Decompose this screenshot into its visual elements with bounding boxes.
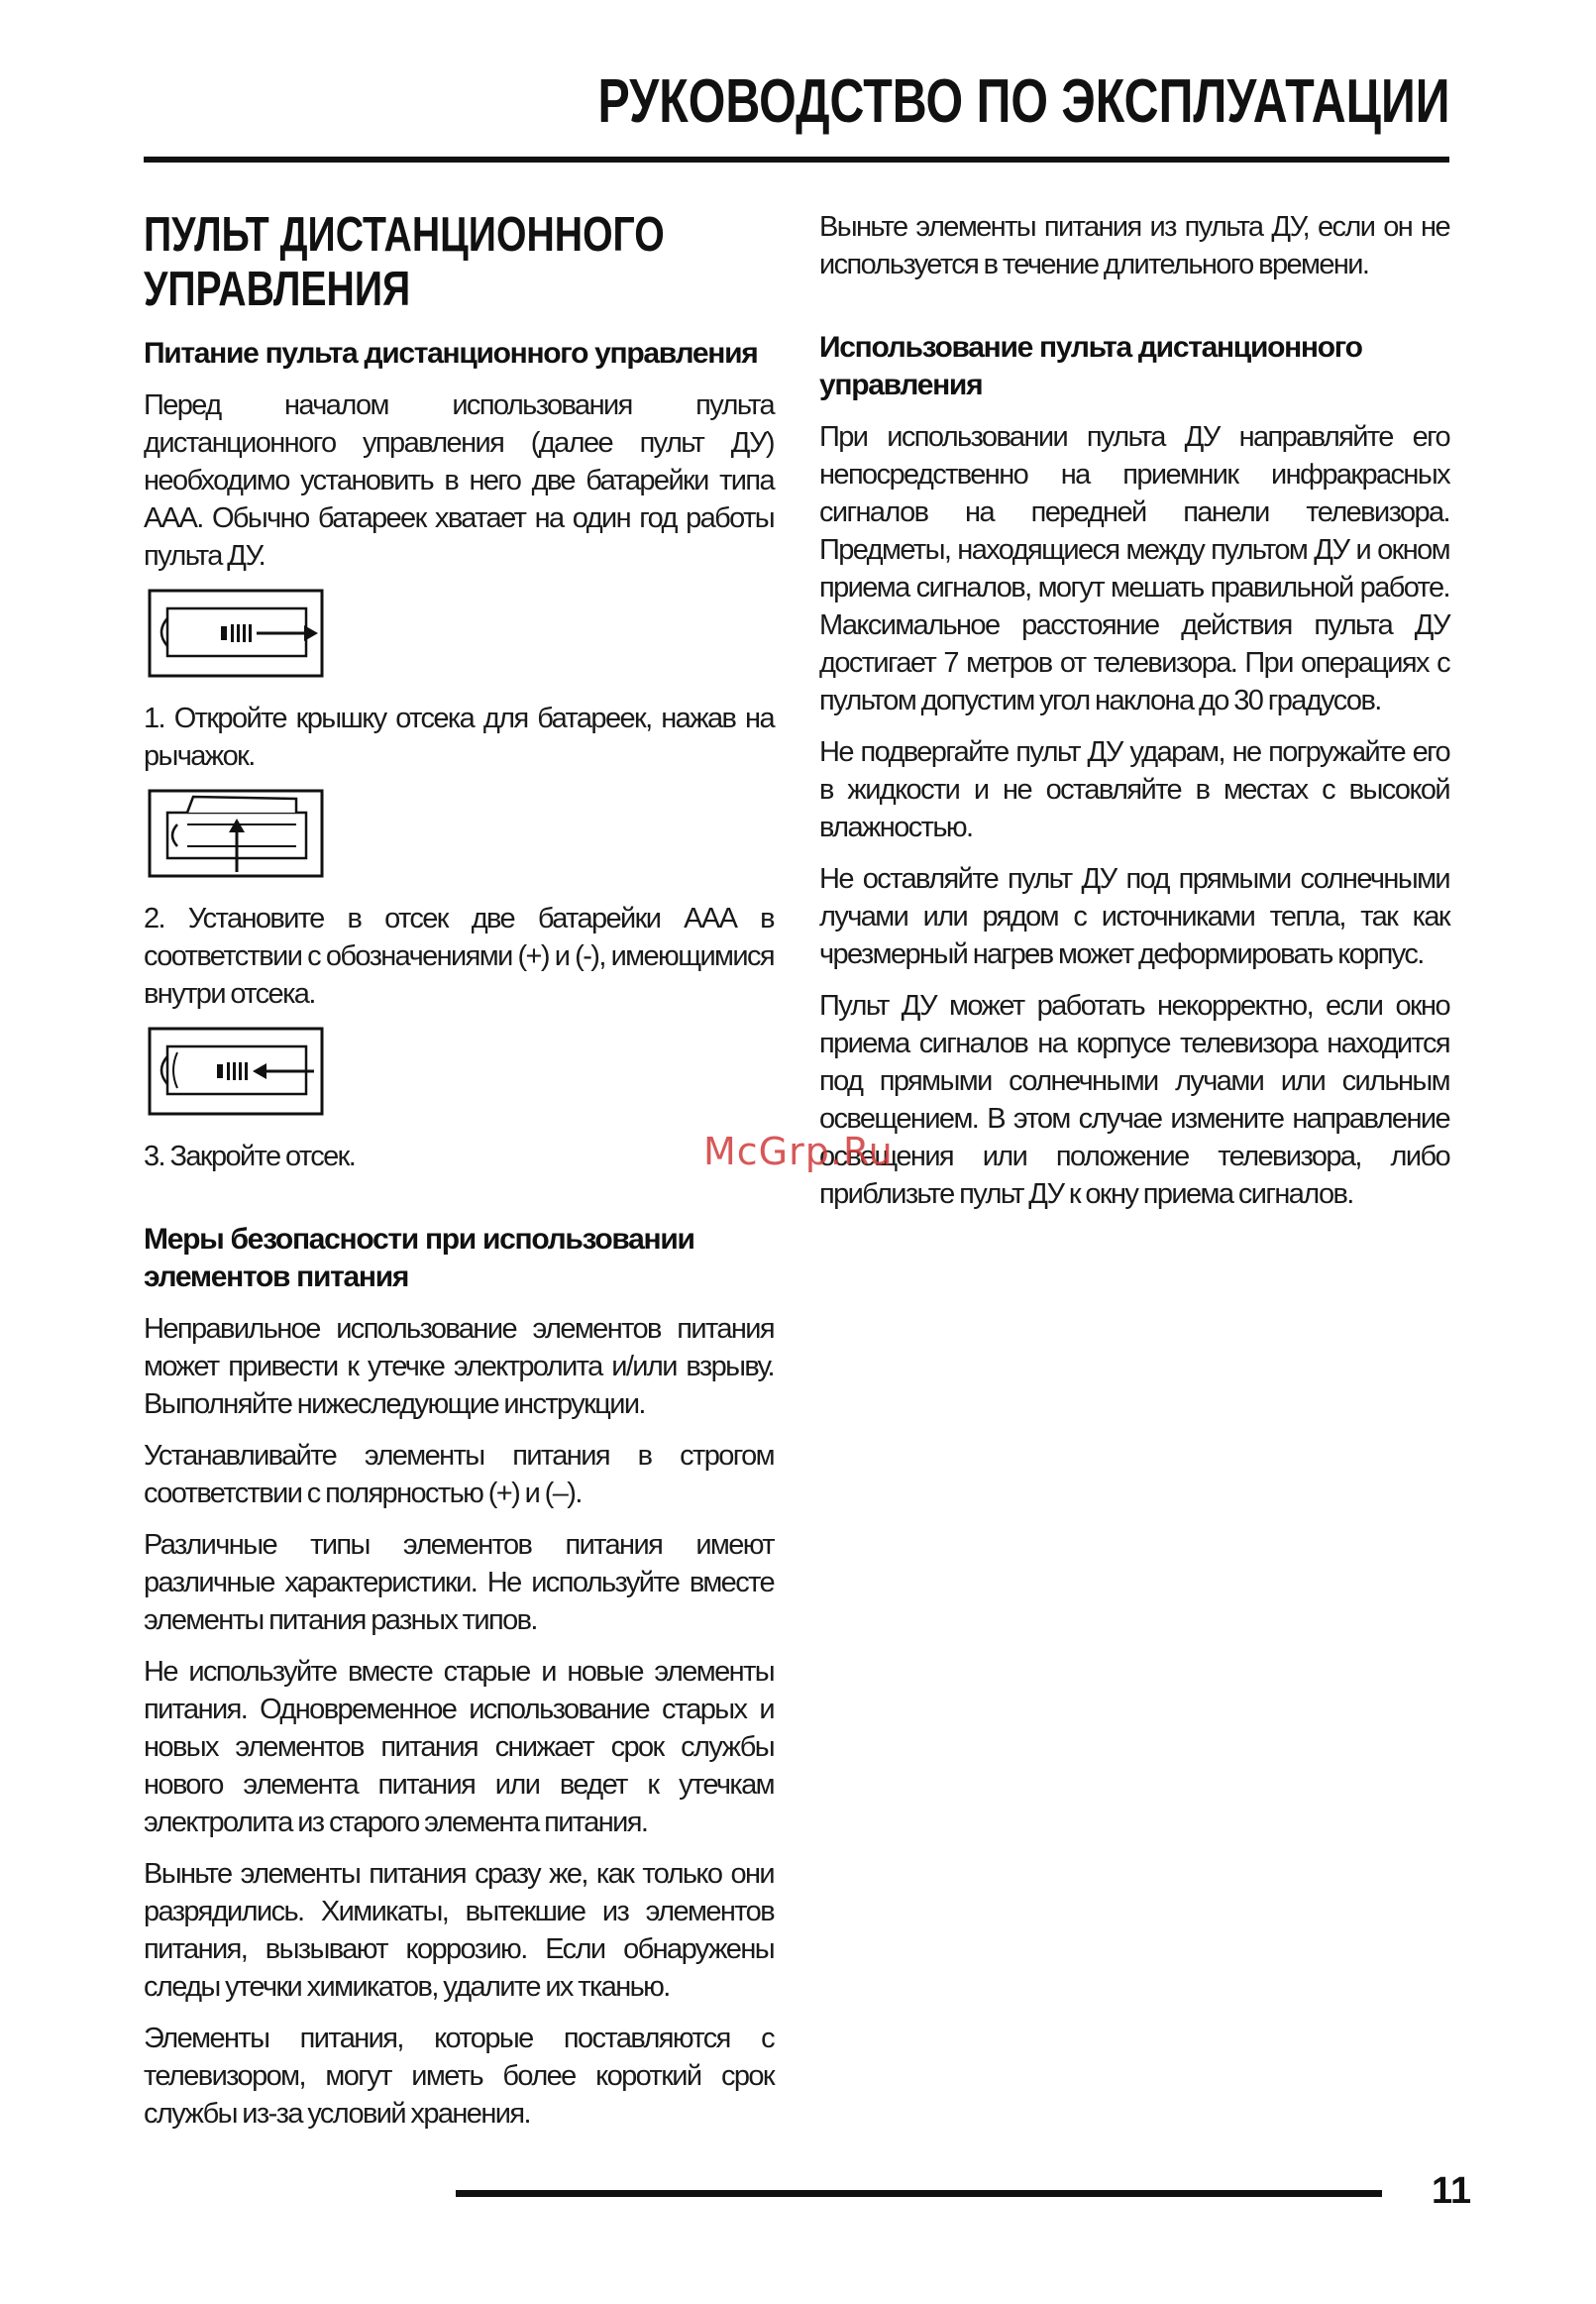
safety-paragraph: Неправильное использование элементов питания может привести к утечке электролита и/или взрыву. Выполняйте нижеследующие инструкции. — [144, 1313, 774, 1420]
usage-paragraph: Пульт ДУ может работать некорректно, если окно приема сигналов на корпусе телевизора находится под прямыми солнечными лучами или сильным освещением. В этом случае измените направление освещения или положение телевизора, либо приблизьте пульт ДУ к окну приема сигналов. — [819, 990, 1449, 1210]
left-column — [144, 208, 774, 2146]
header-title: РУКОВОДСТВО ПО ЭКСПЛУАТАЦИИ — [597, 67, 1449, 136]
battery-cover-open-icon — [148, 589, 324, 678]
footer-rule — [456, 2190, 1382, 2197]
usage-paragraph: Не подвергайте пульт ДУ ударам, не погружайте его в жидкости и не оставляйте в местах с высокой влажностью. — [819, 736, 1449, 843]
safety-paragraph: Выньте элементы питания сразу же, как только они разрядились. Химикаты, вытекшие из элементов питания, вызывают коррозию. Если обнаружены следы утечки химикатов, удалите их тканью. — [144, 1858, 774, 2003]
watermark: McGrp.Ru — [703, 1130, 894, 1173]
safety-paragraph: Не используйте вместе старые и новые элементы питания. Одновременное использование старых и новых элементов питания снижает срок службы нового элемента питания или ведет к утечкам электролита из старого элемента питания. — [144, 1656, 774, 1838]
safety-heading: Меры безопасности при использовании элементов питания — [144, 1223, 694, 1293]
safety-paragraph: Элементы питания, которые поставляются с телевизором, могут иметь более короткий срок службы из-за условий хранения. — [144, 2023, 774, 2130]
section-title-line1: ПУЛЬТ ДИСТАНЦИОННОГО — [144, 208, 665, 262]
safety-paragraph: Устанавливайте элементы питания в строгом соответствии с полярностью (+) и (–). — [144, 1440, 774, 1509]
usage-heading: Использование пульта дистанционного управления — [819, 331, 1362, 401]
battery-cover-close-icon — [148, 1027, 324, 1116]
usage-paragraph: Не оставляйте пульт ДУ под прямыми солнечными лучами или рядом с источниками тепла, так как чрезмерный нагрев может деформировать корпус. — [819, 863, 1449, 970]
right-column — [819, 208, 1449, 1227]
step-1: 1. Откройте крышку отсека для батареек, нажав на рычажок. — [144, 703, 774, 772]
section-title-line2: УПРАВЛЕНИЯ — [144, 263, 411, 316]
power-heading: Питание пульта дистанционного управления — [144, 337, 758, 370]
remove-note: Выньте элементы питания из пульта ДУ, если он не используется в течение длительного времени. — [819, 211, 1449, 280]
usage-paragraph: При использовании пульта ДУ направляйте его непосредственно на приемник инфракрасных сигналов на передней панели телевизора. Предметы, находящиеся между пультом ДУ и окном приема сигналов, могут мешать правильной работе. Максимальное расстояние действия пульта ДУ достигает 7 метров от телевизора. При операциях с пультом допустим угол наклона до 30 градусов. — [819, 421, 1449, 716]
battery-insert-icon — [148, 789, 324, 878]
safety-paragraph: Различные типы элементов питания имеют различные характеристики. Не используйте вместе элементы питания разных типов. — [144, 1529, 774, 1636]
step-3: 3. Закройте отсек. — [144, 1141, 356, 1172]
power-intro: Перед началом использования пульта дистанционного управления (далее пульт ДУ) необходимо установить в него две батарейки типа ААА. Обычно батареек хватает на один год работы пульта ДУ. — [144, 389, 774, 572]
header-rule — [144, 157, 1449, 163]
page-number: 11 — [1432, 2170, 1472, 2212]
section-title — [144, 208, 774, 317]
step-2: 2. Установите в отсек две батарейки ААА в соответствии с обозначениями (+) и (-), имеющимися внутри отсека. — [144, 903, 774, 1010]
